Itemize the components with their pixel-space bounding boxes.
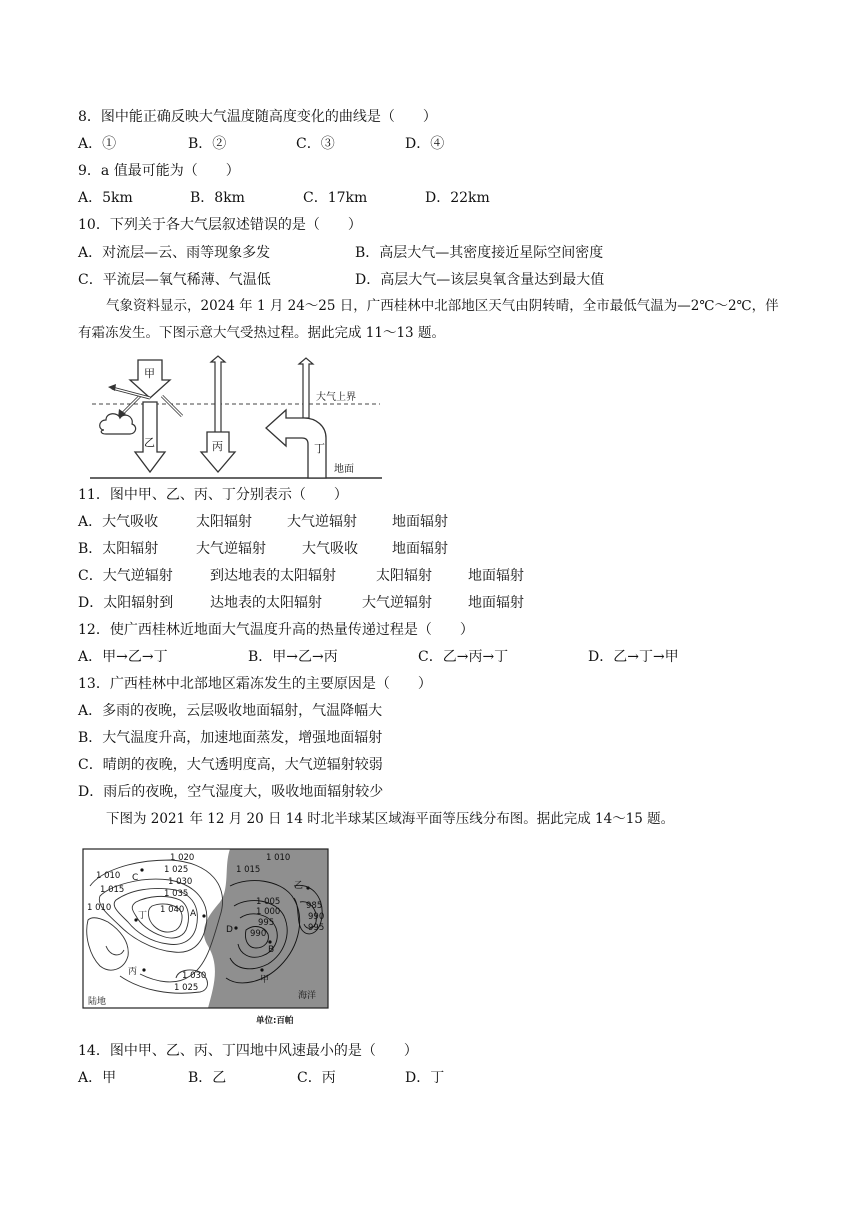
label-yi: 乙 (144, 436, 155, 449)
label-yi: 乙 (294, 881, 304, 891)
q12-option-b: B．甲→乙→丙 (248, 649, 338, 665)
label-bing: 丙 (212, 440, 223, 453)
label-c: C (132, 873, 139, 883)
svg-text:1 035: 1 035 (164, 889, 189, 899)
q8-option-c: C．③ (296, 136, 335, 152)
label-upper-boundary: 大气上界 (316, 392, 356, 403)
label-jia: 甲 (144, 367, 155, 380)
label-sea: 海洋 (298, 991, 317, 1001)
svg-text:990: 990 (250, 929, 267, 939)
q11-b-1: B．太阳辐射 (78, 541, 159, 557)
q14-option-a: A．甲 (78, 1070, 117, 1086)
svg-text:1 005: 1 005 (256, 897, 281, 907)
svg-text:1 015: 1 015 (100, 885, 125, 895)
q10-option-a: A．对流层—云、雨等现象多发 (78, 245, 271, 261)
label-a: A (190, 909, 197, 919)
point-bing (142, 968, 145, 971)
svg-text:1 010: 1 010 (87, 903, 112, 913)
q11-b-2: 大气逆辐射 (196, 541, 266, 557)
svg-text:1 025: 1 025 (174, 983, 199, 993)
q11-c-3: 太阳辐射 (376, 568, 432, 584)
q11-b-3: 大气吸收 (302, 541, 358, 557)
q10-option-c: C．平流层—氧气稀薄、气温低 (78, 272, 271, 288)
svg-text:985: 985 (306, 901, 323, 911)
label-unit: 单位:百帕 (256, 1016, 294, 1026)
point-jia (260, 968, 263, 971)
q12-option-a: A．甲→乙→丁 (78, 649, 168, 665)
q9-option-b: B．8km (190, 190, 245, 206)
atmosphere-heating-figure (90, 354, 382, 484)
point-b (268, 940, 271, 943)
q8-stem: 8．图中能正确反映大气温度随高度变化的曲线是（ ） (78, 109, 437, 125)
label-b: B (268, 945, 275, 955)
q12-stem: 12．使广西桂林近地面大气温度升高的热量传递过程是（ ） (78, 622, 474, 638)
q13-option-a: A．多雨的夜晚，云层吸收地面辐射，气温降幅大 (78, 703, 383, 719)
q9-stem: 9．a 值最可能为（ ） (78, 163, 240, 179)
point-yi (306, 886, 309, 889)
label-ground: 地面 (334, 464, 354, 475)
label-ding: 丁 (138, 911, 148, 921)
q11-d-3: 大气逆辐射 (362, 595, 432, 611)
label-land: 陆地 (88, 997, 107, 1007)
isobar-map-figure (80, 846, 332, 1030)
svg-text:1 015: 1 015 (236, 865, 261, 875)
svg-text:1 040: 1 040 (160, 905, 185, 915)
q14-option-d: D．丁 (405, 1070, 445, 1086)
q11-a-2: 太阳辐射 (196, 514, 252, 530)
q11-d-4: 地面辐射 (468, 595, 524, 611)
svg-text:995: 995 (258, 918, 275, 928)
q11-stem: 11．图中甲、乙、丙、丁分别表示（ ） (78, 487, 348, 503)
svg-text:990: 990 (308, 912, 325, 922)
svg-text:1 025: 1 025 (164, 865, 189, 875)
svg-text:995: 995 (308, 923, 325, 933)
q14-option-b: B．乙 (188, 1070, 227, 1086)
q8-option-d: D．④ (405, 136, 445, 152)
label-jia: 甲 (260, 975, 270, 985)
q13-stem: 13．广西桂林中北部地区霜冻发生的主要原因是（ ） (78, 676, 432, 692)
q11-a-3: 大气逆辐射 (287, 514, 357, 530)
q9-option-c: C．17km (303, 190, 368, 206)
q12-option-d: D．乙→丁→甲 (588, 649, 679, 665)
q11-c-1: C．大气逆辐射 (78, 568, 173, 584)
q13-option-c: C．晴朗的夜晚，大气透明度高，大气逆辐射较弱 (78, 757, 383, 773)
label-d: D (226, 925, 233, 935)
svg-text:1 020: 1 020 (170, 853, 195, 863)
q12-option-c: C．乙→丙→丁 (418, 649, 509, 665)
svg-text:1 030: 1 030 (182, 971, 207, 981)
q10-option-b: B．高层大气—其密度接近星际空间密度 (355, 245, 604, 261)
q11-b-4: 地面辐射 (392, 541, 448, 557)
intro-paragraph-14-15: 下图为 2021 年 12 月 20 日 14 时北半球某区域海平面等压线分布图。据此完成 14～15 题。 (106, 811, 675, 827)
intro-paragraph-11-13: 气象资料显示，2024 年 1 月 24～25 日，广西桂林中北部地区天气由阴转晴，全市最低气温为—2℃～2℃，伴有霜冻发生。下图示意大气受热过程。据此完成 11～13 题。 (78, 298, 779, 341)
q11-d-1: D．太阳辐射到 (78, 595, 174, 611)
q10-option-d: D．高层大气—该层臭氧含量达到最大值 (355, 272, 605, 288)
q11-a-4: 地面辐射 (392, 514, 448, 530)
svg-text:1 010: 1 010 (96, 871, 121, 881)
point-c (140, 868, 143, 871)
svg-text:1 030: 1 030 (168, 877, 193, 887)
q11-c-4: 地面辐射 (468, 568, 524, 584)
label-bing: 丙 (128, 967, 138, 977)
q9-option-d: D．22km (425, 190, 490, 206)
q8-option-a: A．① (78, 136, 117, 152)
q9-option-a: A．5km (78, 190, 133, 206)
q14-option-c: C．丙 (297, 1070, 336, 1086)
svg-text:1 010: 1 010 (266, 853, 291, 863)
svg-text:1 000: 1 000 (256, 907, 281, 917)
q11-c-2: 到达地表的太阳辐射 (210, 568, 336, 584)
q10-stem: 10．下列关于各大气层叙述错误的是（ ） (78, 217, 362, 233)
label-ding: 丁 (314, 442, 325, 455)
q13-option-b: B．大气温度升高，加速地面蒸发，增强地面辐射 (78, 730, 383, 746)
q8-option-b: B．② (188, 136, 227, 152)
point-d (234, 926, 237, 929)
point-a (202, 914, 205, 917)
q11-d-2: 达地表的太阳辐射 (210, 595, 322, 611)
q14-stem: 14．图中甲、乙、丙、丁四地中风速最小的是（ ） (78, 1043, 418, 1059)
q13-option-d: D．雨后的夜晚，空气湿度大，吸收地面辐射较少 (78, 784, 384, 800)
q11-a-1: A．大气吸收 (78, 514, 159, 530)
